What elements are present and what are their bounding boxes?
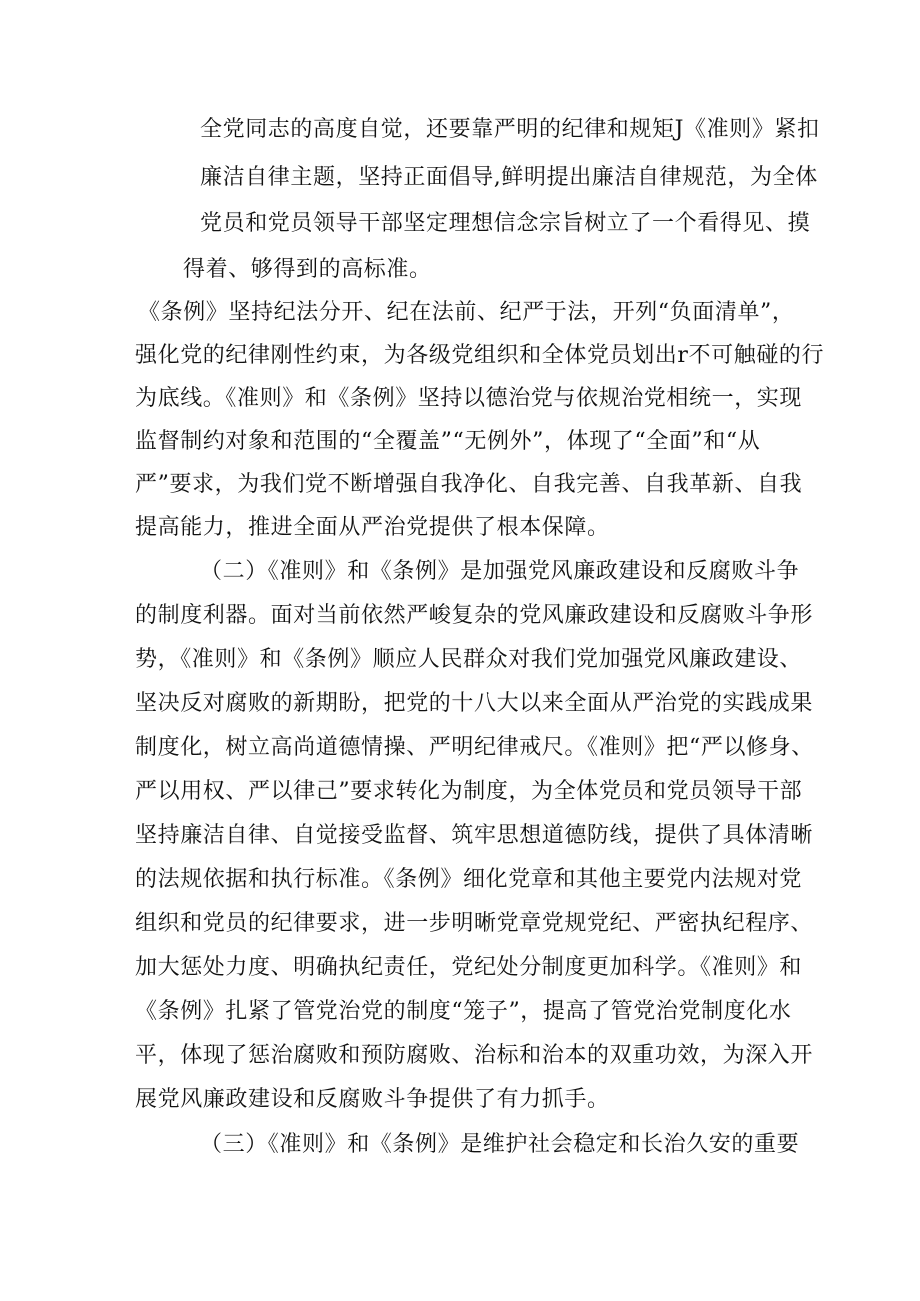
text-line: 展党风廉政建设和反腐败斗争提供了有力抓手。 xyxy=(135,1087,610,1112)
text-line: 的法规依据和执行标准。《条例》细化党章和其他主要党内法规对党 xyxy=(135,867,803,892)
text-line: 监督制约对象和范围的“全覆盖”“无例外”，体现了“全面”和“从 xyxy=(135,429,761,454)
text-line: （三）《准则》和《条例》是维护社会稳定和长治久安的重要 xyxy=(200,1132,800,1157)
text-line: 组织和党员的纪律要求，进一步明晰党章党规党纪、严密执纪程序、 xyxy=(135,911,814,936)
text-line: 得着、够得到的高标准。 xyxy=(183,257,432,282)
text-line: 党员和党员领导干部坚定理想信念宗旨树立了一个看得见、摸 xyxy=(200,211,811,236)
text-line: 势，《准则》和《条例》顺应人民群众对我们党加强党风廉政建设、 xyxy=(135,647,803,672)
text-line: 平，体现了惩治腐败和预防腐败、治标和治本的双重功效，为深入开 xyxy=(135,1043,814,1068)
text-line: 《条例》扎紧了管党治党的制度“笼子”，提高了管党治党制度化水 xyxy=(135,999,792,1024)
text-line: 严以用权、严以律己”要求转化为制度，为全体党员和党员领导干部 xyxy=(135,779,803,804)
text-line: 提高能力，推进全面从严治党提供了根本保障。 xyxy=(135,515,610,540)
text-line: 全党同志的高度自觉，还要靠严明的纪律和规矩J《准则》紧扣 xyxy=(200,117,820,142)
text-line: 严”要求，为我们党不断增强自我净化、自我完善、自我革新、自我 xyxy=(135,472,803,497)
text-line: 《条例》坚持纪法分开、纪在法前、纪严于法，开列“负面清单”， xyxy=(138,300,795,325)
text-line: 加大惩处力度、明确执纪责任，党纪处分制度更加科学。《准则》和 xyxy=(135,955,803,980)
text-line: 为底线。《准则》和《条例》坚持以德治党与依规治党相统一，实现 xyxy=(135,386,803,411)
text-line: 坚持廉洁自律、自觉接受监督、筑牢思想道德防线，提供了具体清晰 xyxy=(135,823,814,848)
text-line: 廉洁自律主题，坚持正面倡导,鲜明提出廉洁自律规范，为全体 xyxy=(200,165,818,190)
text-line: 强化党的纪律刚性约束，为各级党组织和全体党员划出r不可触碰的行 xyxy=(135,343,825,368)
text-line: 坚决反对腐败的新期盼，把党的十八大以来全面从严治党的实践成果 xyxy=(135,691,814,716)
text-line: （二）《准则》和《条例》是加强党风廉政建设和反腐败斗争 xyxy=(200,559,800,584)
text-line: 制度化，树立高尚道德情操、严明纪律戒尺。《准则》把“严以修身、 xyxy=(135,735,814,760)
text-line: 的制度利器。面对当前依然严峻复杂的党风廉政建设和反腐败斗争形 xyxy=(135,603,814,628)
